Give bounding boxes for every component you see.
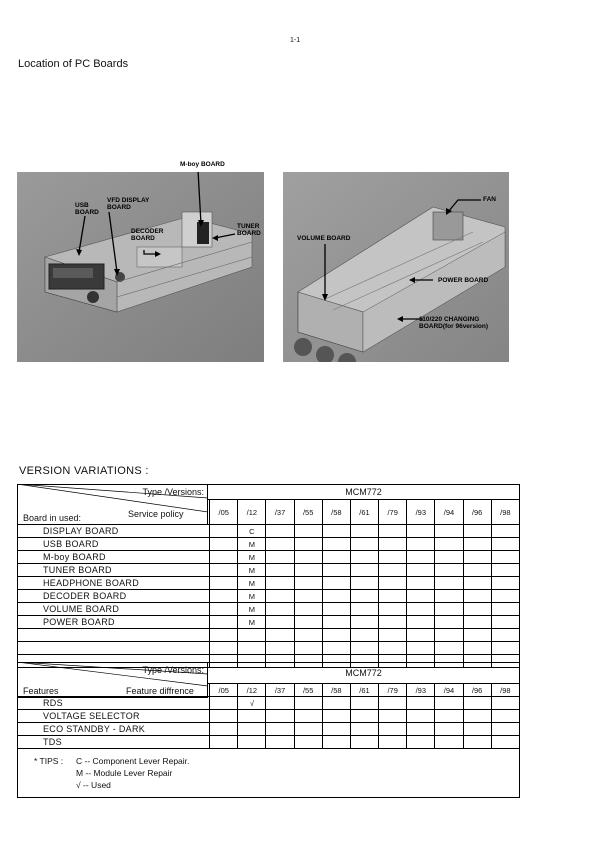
version-header: /98 — [491, 684, 519, 697]
header-spacer — [18, 684, 210, 697]
section-title: VERSION VARIATIONS : — [19, 465, 149, 477]
version-cell — [350, 723, 378, 736]
version-cell — [266, 603, 294, 616]
version-cell — [379, 642, 407, 655]
version-cell — [350, 525, 378, 538]
version-cell — [322, 564, 350, 577]
version-cell — [463, 697, 491, 710]
tips-prefix: * TIPS : — [34, 756, 64, 766]
version-cell — [435, 616, 463, 629]
version-cell — [350, 736, 378, 749]
version-cell — [266, 629, 294, 642]
version-cell: M — [238, 603, 266, 616]
version-header: /96 — [463, 500, 491, 525]
row-name: ECO STANDBY - DARK — [18, 723, 210, 736]
label-vfd-display-board: VFD DISPLAY BOARD — [107, 197, 150, 211]
version-cell — [463, 590, 491, 603]
version-cell — [435, 590, 463, 603]
table-row — [18, 551, 520, 564]
version-cell — [435, 551, 463, 564]
version-cell — [491, 736, 519, 749]
version-header-row — [18, 684, 520, 697]
version-cell — [407, 642, 435, 655]
version-cell — [407, 723, 435, 736]
version-cell — [350, 603, 378, 616]
version-cell — [210, 697, 238, 710]
header-spacer — [18, 500, 210, 525]
version-cell — [463, 551, 491, 564]
version-cell — [379, 736, 407, 749]
label-fan: FAN — [483, 196, 496, 203]
version-cell — [491, 538, 519, 551]
table2-type-label: Type /Versions: — [142, 665, 204, 675]
version-cell — [350, 564, 378, 577]
version-cell — [266, 710, 294, 723]
version-cell — [210, 629, 238, 642]
version-cell — [266, 551, 294, 564]
version-cell — [322, 538, 350, 551]
version-cell — [238, 736, 266, 749]
version-cell — [491, 629, 519, 642]
version-cell — [294, 590, 322, 603]
version-cell — [379, 577, 407, 590]
version-cell — [210, 590, 238, 603]
version-cell — [294, 538, 322, 551]
version-cell — [322, 603, 350, 616]
version-cell — [238, 723, 266, 736]
version-cell: M — [238, 616, 266, 629]
version-cell — [294, 736, 322, 749]
table-row — [18, 616, 520, 629]
version-cell — [435, 710, 463, 723]
version-cell — [238, 710, 266, 723]
version-cell — [491, 616, 519, 629]
version-header: /37 — [266, 500, 294, 525]
version-cell — [210, 710, 238, 723]
row-name: M-boy BOARD — [18, 551, 210, 564]
label-decoder-board: DECODER BOARD — [131, 228, 164, 242]
version-cell — [407, 551, 435, 564]
version-cell — [491, 525, 519, 538]
version-cell — [322, 551, 350, 564]
version-cell — [379, 629, 407, 642]
version-cell — [435, 697, 463, 710]
version-header: /05 — [210, 500, 238, 525]
version-cell: M — [238, 564, 266, 577]
row-name: RDS — [18, 697, 210, 710]
version-cell — [350, 616, 378, 629]
version-cell — [435, 577, 463, 590]
version-cell — [435, 564, 463, 577]
version-cell — [210, 642, 238, 655]
label-power-board: POWER BOARD — [438, 277, 489, 284]
tips-line1: C -- Component Lever Repair. — [76, 756, 190, 766]
version-cell — [407, 538, 435, 551]
version-cell — [322, 629, 350, 642]
version-cell — [463, 736, 491, 749]
version-header: /94 — [435, 500, 463, 525]
version-cell — [379, 603, 407, 616]
row-name: VOLUME BOARD — [18, 603, 210, 616]
table-row — [18, 538, 520, 551]
version-cell — [491, 642, 519, 655]
version-cell — [266, 590, 294, 603]
version-header: /55 — [294, 500, 322, 525]
table2-model: MCM772 — [207, 662, 520, 684]
version-header-row — [18, 500, 520, 525]
label-usb-board: USB BOARD — [75, 202, 99, 216]
row-name: HEADPHONE BOARD — [18, 577, 210, 590]
row-name — [18, 629, 210, 642]
table-row — [18, 697, 520, 710]
tips-line2: M -- Module Lever Repair — [76, 768, 173, 778]
version-cell — [435, 723, 463, 736]
version-cell — [491, 564, 519, 577]
table-row — [18, 642, 520, 655]
version-header: /79 — [379, 500, 407, 525]
table2-feature-label: Feature diffrence — [126, 686, 194, 696]
version-cell — [322, 723, 350, 736]
table-row — [18, 564, 520, 577]
table1-row-label: Board in used: — [23, 513, 82, 523]
version-cell — [266, 616, 294, 629]
row-name: DECODER BOARD — [18, 590, 210, 603]
version-cell — [463, 629, 491, 642]
version-cell — [379, 551, 407, 564]
version-cell — [266, 736, 294, 749]
table1-service-label: Service policy — [128, 509, 184, 519]
version-cell — [266, 577, 294, 590]
version-cell — [491, 603, 519, 616]
version-cell — [435, 736, 463, 749]
version-cell — [463, 564, 491, 577]
version-cell — [350, 577, 378, 590]
version-cell — [407, 616, 435, 629]
version-cell — [210, 577, 238, 590]
version-cell — [379, 723, 407, 736]
version-header: /37 — [266, 684, 294, 697]
table-row — [18, 736, 520, 749]
version-cell: C — [238, 525, 266, 538]
label-volume-board: VOLUME BOARD — [297, 235, 351, 242]
version-cell — [210, 736, 238, 749]
version-header: /55 — [294, 684, 322, 697]
row-name: VOLTAGE SELECTOR — [18, 710, 210, 723]
version-cell — [379, 590, 407, 603]
photo-rear-unit — [283, 172, 509, 362]
version-cell — [322, 577, 350, 590]
version-cell — [379, 538, 407, 551]
version-cell — [322, 616, 350, 629]
row-name: TUNER BOARD — [18, 564, 210, 577]
version-cell: M — [238, 551, 266, 564]
version-cell — [407, 577, 435, 590]
version-cell — [294, 525, 322, 538]
version-cell — [407, 736, 435, 749]
version-cell — [435, 603, 463, 616]
version-cell — [294, 723, 322, 736]
version-cell — [435, 525, 463, 538]
table-row — [18, 629, 520, 642]
version-cell — [491, 697, 519, 710]
version-cell — [435, 642, 463, 655]
version-cell — [322, 525, 350, 538]
version-cell — [294, 564, 322, 577]
version-cell — [266, 538, 294, 551]
version-cell — [407, 603, 435, 616]
version-cell — [210, 616, 238, 629]
version-cell — [491, 577, 519, 590]
version-cell — [210, 723, 238, 736]
version-cell — [322, 697, 350, 710]
version-cell — [435, 538, 463, 551]
version-cell — [491, 590, 519, 603]
version-cell — [463, 525, 491, 538]
version-cell: √ — [238, 697, 266, 710]
version-cell — [294, 642, 322, 655]
version-cell — [379, 697, 407, 710]
version-cell — [266, 697, 294, 710]
table2-row-label: Features — [23, 686, 59, 696]
version-cell — [350, 629, 378, 642]
row-name: DISPLAY BOARD — [18, 525, 210, 538]
version-cell — [463, 603, 491, 616]
version-cell — [294, 616, 322, 629]
table1-type-label: Type /Versions: — [142, 487, 204, 497]
table1-model: MCM772 — [207, 484, 520, 500]
page-number: 1-1 — [290, 37, 301, 44]
version-header: /79 — [379, 684, 407, 697]
version-cell — [294, 710, 322, 723]
version-cell — [210, 538, 238, 551]
version-cell — [379, 564, 407, 577]
version-cell — [407, 710, 435, 723]
version-header: /05 — [210, 684, 238, 697]
version-cell — [294, 577, 322, 590]
table-row — [18, 710, 520, 723]
row-name: POWER BOARD — [18, 616, 210, 629]
label-changing-board: 110/220 CHANGING BOARD(for 96version) — [419, 316, 488, 330]
version-cell — [407, 525, 435, 538]
version-cell — [491, 710, 519, 723]
tips-line3: √ -- Used — [76, 780, 111, 790]
version-cell — [463, 616, 491, 629]
version-cell — [407, 590, 435, 603]
version-cell — [491, 551, 519, 564]
version-cell — [210, 525, 238, 538]
version-cell — [294, 697, 322, 710]
version-cell — [350, 590, 378, 603]
version-cell — [463, 642, 491, 655]
version-header: /96 — [463, 684, 491, 697]
version-cell — [322, 736, 350, 749]
version-cell — [379, 616, 407, 629]
label-mboy-board: M-boy BOARD — [180, 161, 225, 168]
table-row — [18, 723, 520, 736]
version-cell — [238, 629, 266, 642]
table-row — [18, 577, 520, 590]
table-row — [18, 603, 520, 616]
version-cell — [294, 603, 322, 616]
version-cell — [210, 551, 238, 564]
version-header: /61 — [350, 684, 378, 697]
version-cell — [379, 710, 407, 723]
version-cell — [350, 642, 378, 655]
version-cell — [210, 603, 238, 616]
version-header: /58 — [322, 500, 350, 525]
version-cell — [350, 551, 378, 564]
version-header: /61 — [350, 500, 378, 525]
version-cell — [435, 629, 463, 642]
version-cell — [407, 629, 435, 642]
version-cell — [350, 538, 378, 551]
version-header: /12 — [238, 684, 266, 697]
version-cell: M — [238, 538, 266, 551]
version-cell — [266, 525, 294, 538]
version-header: /12 — [238, 500, 266, 525]
photo-front-unit — [17, 172, 264, 362]
version-cell — [294, 551, 322, 564]
version-cell — [463, 723, 491, 736]
version-header: /93 — [407, 500, 435, 525]
version-cell: M — [238, 577, 266, 590]
version-cell — [379, 525, 407, 538]
version-cell — [322, 590, 350, 603]
version-cell — [294, 629, 322, 642]
version-cell — [491, 723, 519, 736]
version-cell: M — [238, 590, 266, 603]
table-row — [18, 590, 520, 603]
table1 — [17, 499, 520, 668]
version-cell — [266, 564, 294, 577]
version-cell — [463, 538, 491, 551]
version-cell — [266, 642, 294, 655]
version-cell — [407, 697, 435, 710]
version-cell — [210, 564, 238, 577]
row-name: TDS — [18, 736, 210, 749]
version-header: /94 — [435, 684, 463, 697]
page-heading: Location of PC Boards — [18, 58, 129, 70]
version-cell — [463, 710, 491, 723]
version-cell — [350, 710, 378, 723]
table-row — [18, 525, 520, 538]
row-name: USB BOARD — [18, 538, 210, 551]
table2 — [17, 683, 520, 749]
version-cell — [266, 723, 294, 736]
row-name — [18, 642, 210, 655]
label-tuner-board: TUNER BOARD — [237, 223, 261, 237]
version-header: /98 — [491, 500, 519, 525]
version-cell — [350, 697, 378, 710]
version-cell — [322, 710, 350, 723]
version-header: /93 — [407, 684, 435, 697]
version-cell — [463, 577, 491, 590]
version-header: /58 — [322, 684, 350, 697]
version-cell — [407, 564, 435, 577]
version-cell — [322, 642, 350, 655]
version-cell — [238, 642, 266, 655]
label-arrows-2 — [283, 172, 509, 362]
